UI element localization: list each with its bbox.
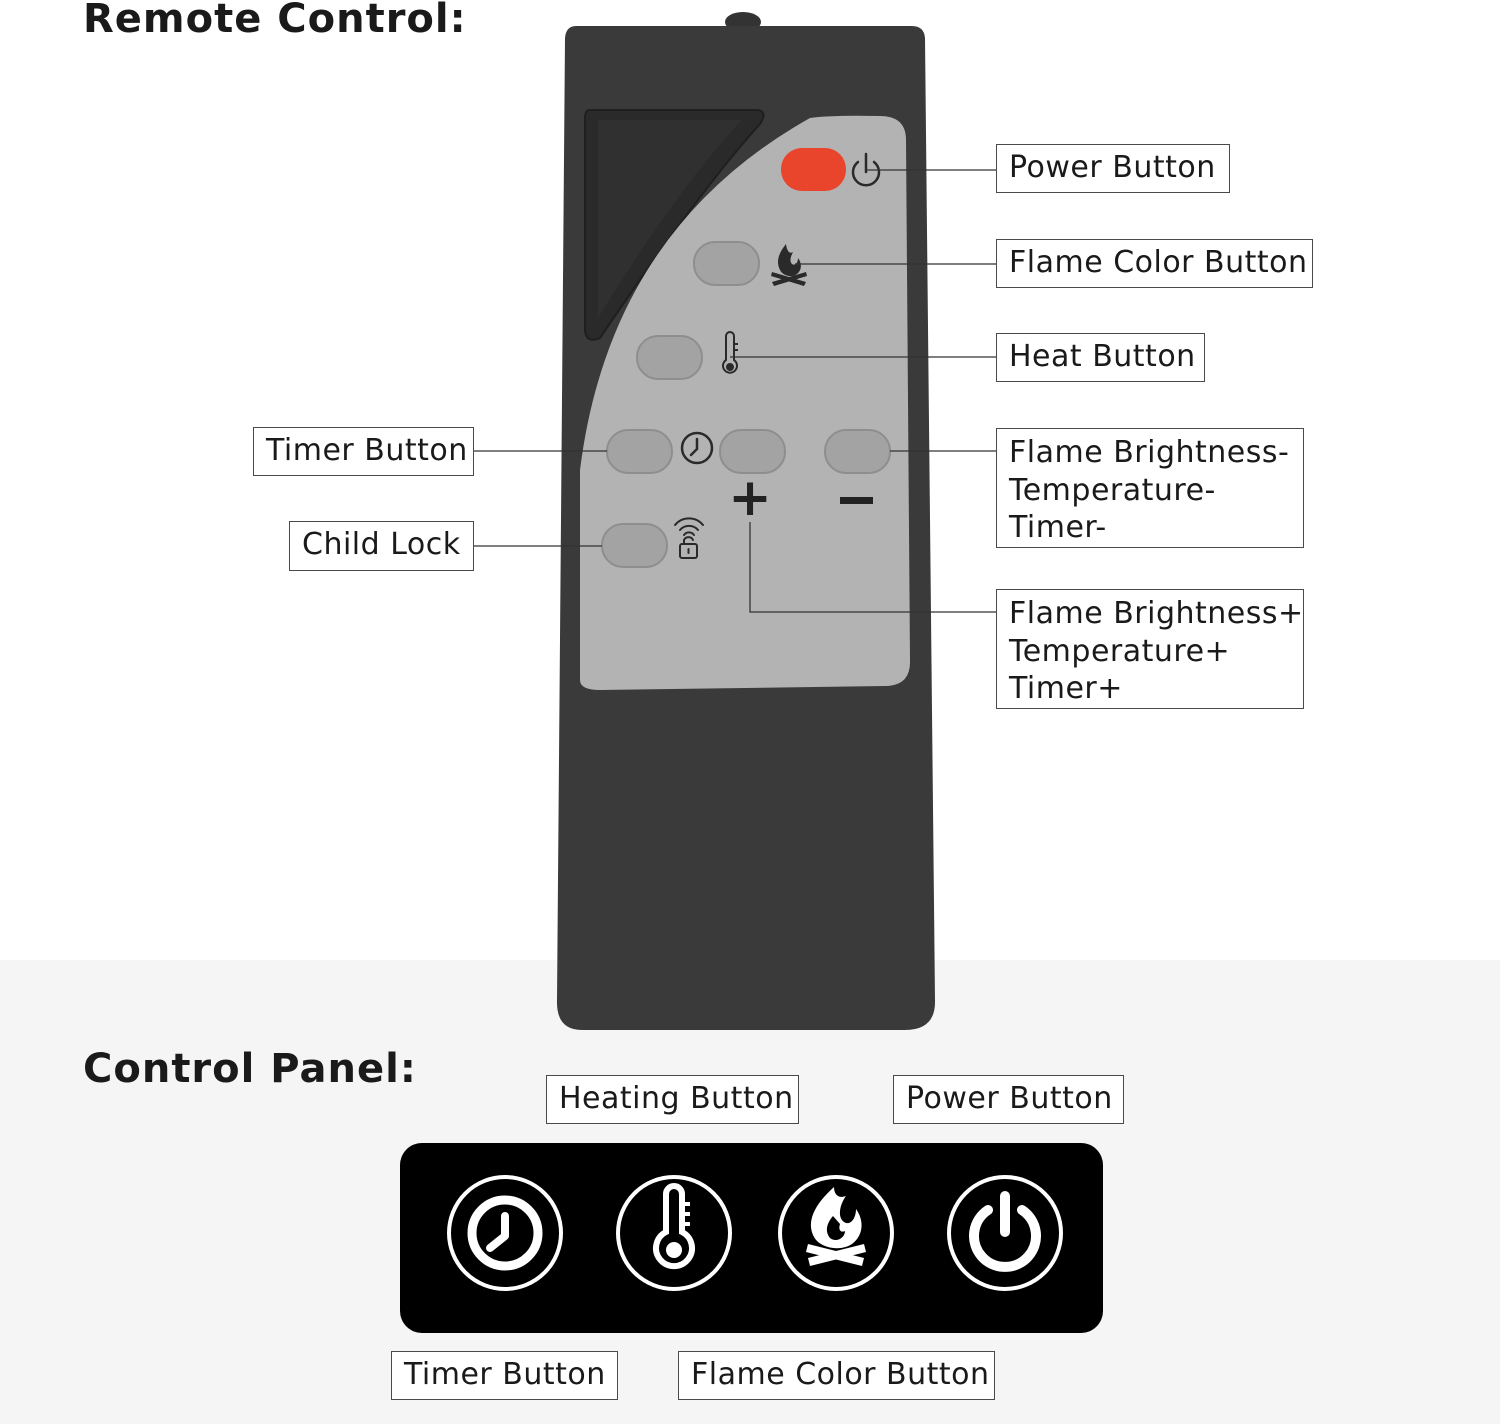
plus-label-line-3: Timer+: [1009, 671, 1123, 706]
remote-power-key[interactable]: [781, 148, 846, 191]
flame-color-button-label: Flame Color Button: [996, 239, 1313, 288]
panel-flame-color-label: Flame Color Button: [678, 1351, 995, 1400]
minus-label-line-2: Temperature-: [1009, 472, 1216, 508]
remote-child-lock-key[interactable]: [602, 524, 667, 567]
plus-button-label: [996, 589, 1304, 709]
minus-label-line-1: Flame Brightness-: [1009, 435, 1290, 470]
remote-plus-key[interactable]: [720, 430, 785, 473]
minus-symbol: [840, 497, 873, 504]
child-lock-label: Child Lock: [289, 521, 474, 571]
heat-button-label: Heat Button: [996, 333, 1205, 382]
timer-button-label: Timer Button: [253, 427, 474, 476]
remote-flame-color-key[interactable]: [694, 242, 759, 285]
minus-button-label: [996, 428, 1304, 548]
plus-symbol: +: [728, 468, 772, 528]
plus-label-line-1: Flame Brightness+: [1009, 596, 1304, 631]
remote-control-heading: Remote Control:: [83, 0, 467, 42]
control-panel-heading: Control Panel:: [83, 1046, 417, 1092]
panel-power-label: Power Button: [893, 1075, 1124, 1124]
panel-heating-label: Heating Button: [546, 1075, 799, 1124]
remote-timer-key[interactable]: [607, 430, 672, 473]
remote-minus-key[interactable]: [825, 430, 890, 473]
panel-timer-label: Timer Button: [391, 1351, 618, 1400]
remote-heat-key[interactable]: [637, 336, 702, 379]
power-button-label: Power Button: [996, 144, 1230, 193]
minus-label-line-3: Timer-: [1009, 510, 1107, 545]
plus-label-line-2: Temperature+: [1009, 633, 1231, 669]
